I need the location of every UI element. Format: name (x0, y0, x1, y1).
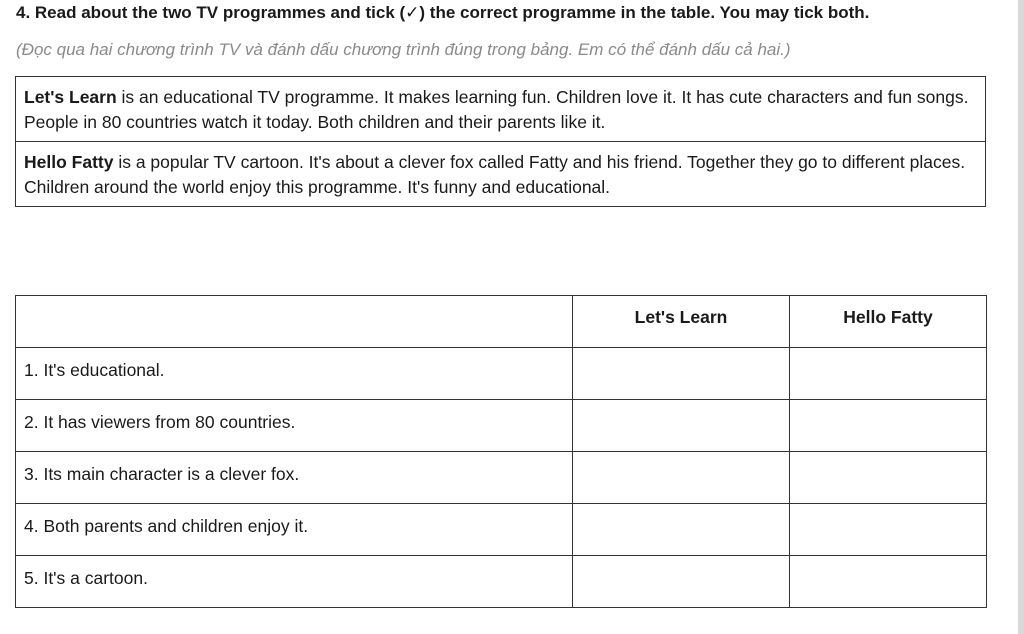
tick-table (15, 295, 987, 608)
table-row (16, 348, 987, 400)
tick-cell-lets-learn[interactable] (573, 452, 790, 504)
tick-cell-hello-fatty[interactable] (790, 452, 987, 504)
statement-cell: 5. It's a cartoon. (16, 556, 573, 608)
passage-text: is an educational TV programme. It makes learning fun. Children love it. It has cute characters and fun songs. People in 80 countries watch it today. Both children and their parents like it. (24, 87, 969, 132)
table-row (16, 400, 987, 452)
tick-cell-lets-learn[interactable] (573, 504, 790, 556)
passage-lets-learn (16, 77, 986, 142)
header-blank (16, 296, 573, 348)
exercise-title: 4. Read about the two TV programmes and tick (✓) the correct programme in the table. You may tick both. (16, 3, 870, 22)
passage-hello-fatty (16, 142, 986, 207)
passage-row (16, 142, 986, 207)
tick-cell-hello-fatty[interactable] (790, 556, 987, 608)
tick-cell-lets-learn[interactable] (573, 400, 790, 452)
passage-name: Hello Fatty (24, 152, 114, 172)
statement-cell: 4. Both parents and children enjoy it. (16, 504, 573, 556)
passage-text: is a popular TV cartoon. It's about a clever fox called Fatty and his friend. Together they go to different places. Children around the world enjoy this programme. It's funny and educational. (24, 152, 966, 197)
passages-table (15, 76, 986, 207)
statement-cell: 2. It has viewers from 80 countries. (16, 400, 573, 452)
header-hello-fatty: Hello Fatty (790, 296, 987, 348)
tick-cell-lets-learn[interactable] (573, 556, 790, 608)
header-lets-learn: Let's Learn (573, 296, 790, 348)
tick-cell-hello-fatty[interactable] (790, 400, 987, 452)
table-row (16, 556, 987, 608)
table-row (16, 504, 987, 556)
passage-row (16, 77, 986, 142)
exercise-subtitle: (Đọc qua hai chương trình TV và đánh dấu chương trình đúng trong bảng. Em có thể đánh dấu cả hai.) (16, 40, 791, 59)
page-edge (1018, 0, 1024, 634)
tick-cell-lets-learn[interactable] (573, 348, 790, 400)
tick-cell-hello-fatty[interactable] (790, 504, 987, 556)
tick-cell-hello-fatty[interactable] (790, 348, 987, 400)
passage-name: Let's Learn (24, 87, 117, 107)
table-row (16, 452, 987, 504)
statement-cell: 1. It's educational. (16, 348, 573, 400)
header-row (16, 296, 987, 348)
statement-cell: 3. Its main character is a clever fox. (16, 452, 573, 504)
